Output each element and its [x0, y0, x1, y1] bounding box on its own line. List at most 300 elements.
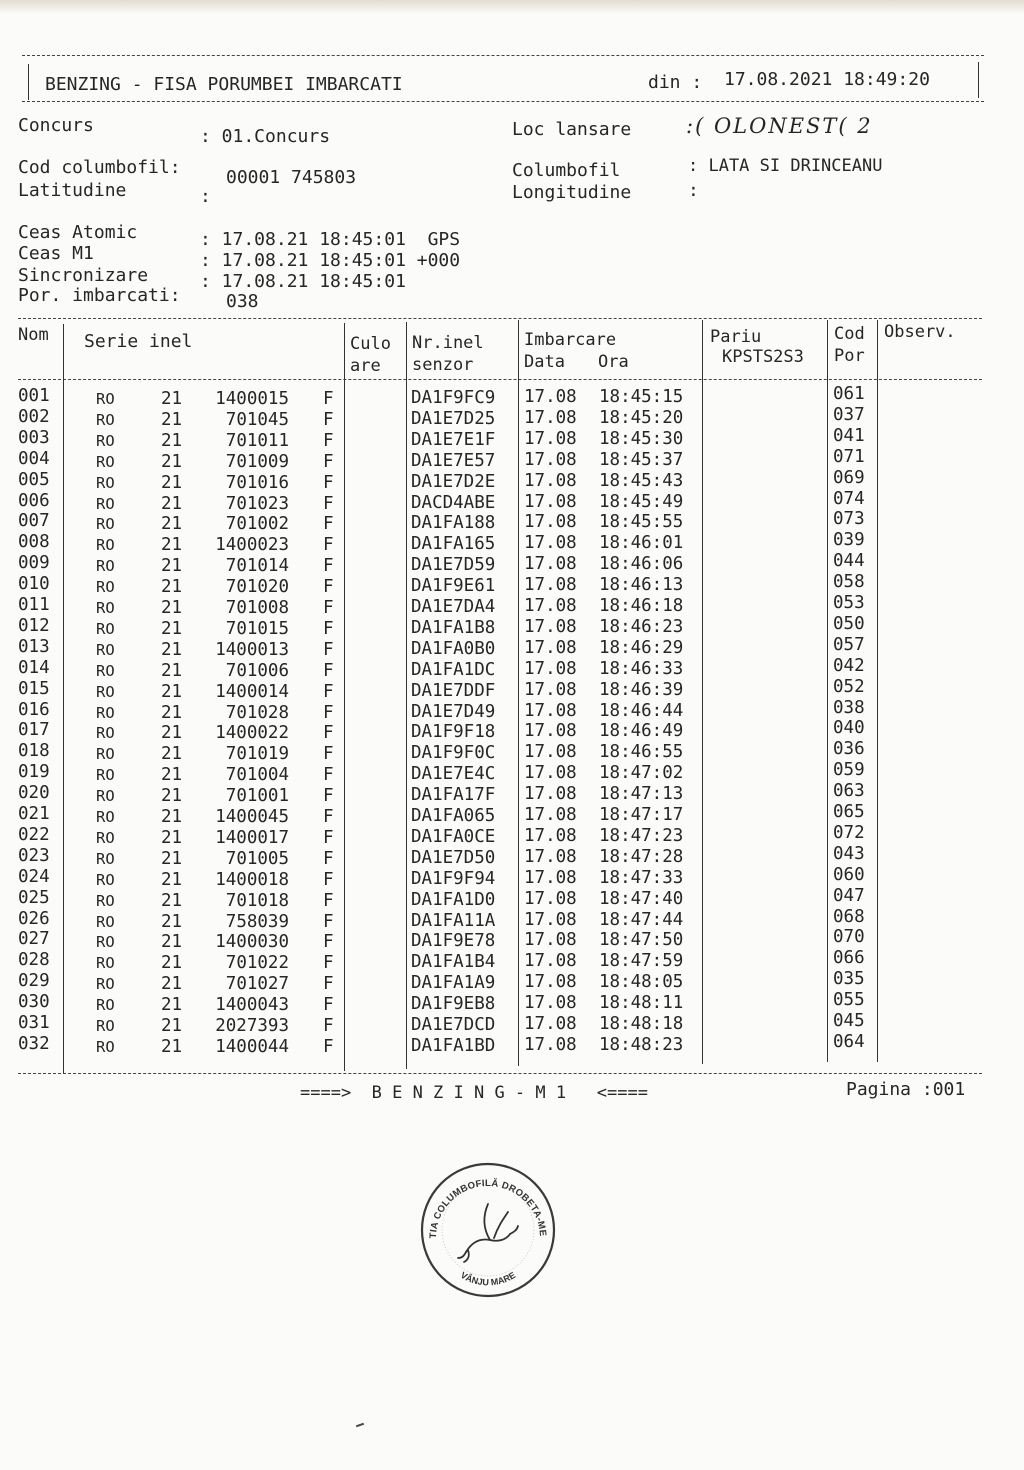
col-header-culo: Culo	[350, 334, 391, 354]
row-year: 21	[161, 577, 183, 598]
row-time: 18:46:55	[599, 742, 684, 763]
row-sensor: DA1FA17F	[411, 785, 496, 806]
table-row	[18, 885, 998, 911]
ceas-atomic-label: Ceas Atomic	[18, 222, 138, 243]
page-number: Pagina :001	[846, 1079, 966, 1100]
row-sex: F	[323, 493, 334, 514]
row-date: 17.08	[524, 637, 577, 658]
row-sex: F	[323, 660, 334, 681]
row-nom: 017	[18, 720, 50, 741]
dove-icon	[458, 1204, 518, 1262]
ink-mark	[356, 1423, 364, 1428]
row-time: 18:47:59	[599, 951, 684, 972]
row-time: 18:46:29	[599, 637, 684, 658]
columbofil-label: Columbofil	[512, 160, 621, 181]
table-row	[18, 467, 998, 493]
cod-columbofil-value: 00001 745803	[226, 167, 357, 188]
row-cod-por: 061	[833, 384, 865, 404]
row-cod-por: 035	[833, 969, 865, 990]
row-nom: 005	[18, 469, 50, 490]
por-imbarcati-label: Por. imbarcati:	[18, 285, 181, 306]
row-cod-por: 068	[833, 906, 865, 927]
table-row	[18, 613, 998, 639]
table-row	[18, 530, 998, 556]
row-time: 18:47:23	[599, 825, 684, 846]
table-row	[18, 822, 998, 848]
row-date: 17.08	[524, 805, 577, 825]
row-sensor: DA1FA188	[411, 513, 496, 534]
row-date: 17.08	[524, 658, 577, 679]
row-sex: F	[323, 744, 334, 765]
row-country: RO	[96, 849, 115, 868]
row-nom: 024	[18, 866, 50, 887]
row-sex: F	[323, 639, 334, 660]
row-year: 21	[161, 660, 183, 681]
row-date: 17.08	[524, 596, 577, 616]
table-row	[18, 509, 998, 535]
row-year: 21	[161, 430, 183, 451]
row-year: 21	[161, 618, 183, 639]
row-sensor: DACD4ABE	[411, 492, 496, 513]
footer-banner: ====> B E N Z I N G - M 1 <====	[300, 1083, 648, 1103]
col-header-nom: Nom	[18, 325, 49, 345]
por-imbarcati-value: 038	[226, 291, 259, 312]
row-year: 21	[161, 953, 183, 974]
row-nom: 014	[18, 657, 50, 678]
table-header-bottom-border	[18, 379, 982, 380]
row-ring-number: 701005	[225, 848, 289, 869]
loc-lansare-label: Loc lansare	[512, 119, 632, 140]
row-country: RO	[96, 996, 115, 1015]
row-country: RO	[96, 640, 115, 659]
row-year: 21	[161, 974, 183, 995]
header-top-border	[22, 55, 984, 56]
row-date: 17.08	[524, 679, 577, 700]
row-ring-number: 701011	[225, 430, 289, 451]
row-date: 17.08	[524, 1034, 577, 1055]
row-sensor: DA1E7D50	[411, 847, 496, 868]
table-row	[18, 595, 998, 616]
concurs-label: Concurs	[18, 115, 94, 136]
col-header-cod: Cod	[834, 324, 865, 344]
row-country: RO	[96, 766, 115, 785]
row-sensor: DA1E7E4C	[411, 764, 496, 785]
row-time: 18:47:44	[599, 909, 684, 930]
table-row	[18, 1013, 998, 1034]
row-date: 17.08	[524, 616, 577, 637]
row-time: 18:46:49	[599, 721, 684, 742]
row-nom: 006	[18, 490, 50, 511]
row-country: RO	[96, 891, 115, 910]
row-cod-por: 043	[833, 843, 865, 864]
row-cod-por: 066	[833, 948, 865, 969]
row-year: 21	[161, 681, 183, 702]
row-sex: F	[323, 409, 334, 430]
table-row	[18, 718, 998, 744]
row-cod-por: 045	[833, 1011, 865, 1031]
row-sex: F	[323, 702, 334, 723]
row-date: 17.08	[524, 888, 577, 909]
row-ring-number: 701023	[225, 493, 289, 514]
paper-edge-shadow	[0, 0, 1024, 14]
row-year: 21	[161, 451, 183, 472]
table-row	[18, 386, 998, 407]
table-row	[18, 927, 998, 953]
row-ring-number: 1400030	[215, 932, 289, 953]
row-year: 21	[161, 848, 183, 869]
row-year: 21	[161, 535, 183, 556]
row-time: 18:47:40	[599, 888, 684, 909]
row-country: RO	[96, 703, 115, 722]
longitudine-value: :	[688, 180, 699, 201]
table-row	[18, 676, 998, 702]
row-sex: F	[323, 827, 334, 848]
row-ring-number: 758039	[225, 911, 289, 932]
table-row	[18, 572, 998, 598]
row-ring-number: 701015	[225, 618, 289, 639]
row-sex: F	[323, 1036, 334, 1057]
row-nom: 031	[18, 1013, 50, 1033]
row-date: 17.08	[524, 951, 577, 972]
row-ring-number: 701001	[225, 786, 289, 807]
row-ring-number: 701016	[225, 472, 289, 493]
row-year: 21	[161, 786, 183, 807]
row-ring-number: 701008	[225, 598, 289, 618]
row-date: 17.08	[524, 387, 577, 407]
row-date: 17.08	[524, 909, 577, 930]
col-header-observ: Observ.	[884, 322, 956, 342]
stamp-graphic	[418, 1160, 558, 1300]
row-date: 17.08	[524, 721, 577, 742]
row-country: RO	[96, 828, 115, 847]
page-title: BENZING - FISA PORUMBEI IMBARCATI	[45, 74, 403, 95]
row-cod-por: 069	[833, 467, 865, 488]
row-nom: 018	[18, 741, 50, 762]
row-year: 21	[161, 744, 183, 765]
row-ring-number: 701020	[225, 577, 289, 598]
row-ring-number: 1400043	[215, 995, 289, 1016]
row-nom: 028	[18, 950, 50, 971]
row-date: 17.08	[524, 993, 577, 1014]
row-sensor: DA1FA1D0	[411, 889, 496, 910]
row-cod-por: 036	[833, 739, 865, 760]
table-row	[18, 948, 998, 974]
table-row	[18, 404, 998, 430]
row-sensor: DA1E7DA4	[411, 597, 496, 617]
table-row	[18, 760, 998, 786]
row-cod-por: 039	[833, 530, 865, 551]
row-date: 17.08	[524, 784, 577, 805]
row-cod-por: 041	[833, 425, 865, 446]
latitudine-value: :	[200, 186, 211, 207]
row-country: RO	[96, 912, 115, 931]
row-ring-number: 701028	[225, 702, 289, 723]
row-sex: F	[323, 723, 334, 744]
row-date: 17.08	[524, 512, 577, 533]
row-country: RO	[96, 536, 115, 555]
row-time: 18:45:49	[599, 491, 684, 512]
row-sensor: DA1E7E1F	[411, 429, 496, 450]
row-sensor: DA1F9E61	[411, 576, 496, 597]
row-year: 21	[161, 639, 183, 660]
row-ring-number: 1400013	[215, 639, 289, 660]
row-nom: 008	[18, 532, 50, 553]
row-cod-por: 052	[833, 676, 865, 697]
row-year: 21	[161, 409, 183, 430]
row-sex: F	[323, 577, 334, 598]
row-date: 17.08	[524, 972, 577, 993]
row-date: 17.08	[524, 700, 577, 721]
row-year: 21	[161, 556, 183, 577]
row-country: RO	[96, 599, 115, 617]
row-ring-number: 1400023	[215, 535, 289, 556]
row-year: 21	[161, 827, 183, 848]
row-country: RO	[96, 557, 115, 576]
row-sensor: DA1F9EB8	[411, 994, 496, 1015]
row-time: 18:47:33	[599, 867, 684, 888]
row-ring-number: 1400018	[215, 869, 289, 890]
row-sensor: DA1F9F18	[411, 722, 496, 743]
row-country: RO	[96, 515, 115, 534]
svg-text:ASOCIATIA COLUMBOFILĂ DROBETA-	[418, 1160, 548, 1239]
row-sensor: DA1F9F94	[411, 868, 496, 889]
table-row	[18, 804, 998, 825]
row-year: 21	[161, 911, 183, 932]
row-nom: 009	[18, 553, 50, 574]
row-time: 18:46:33	[599, 658, 684, 679]
col-header-por: Por	[834, 346, 865, 366]
row-date: 17.08	[524, 763, 577, 784]
row-country: RO	[96, 390, 115, 408]
row-sex: F	[323, 890, 334, 911]
row-year: 21	[161, 1016, 183, 1036]
row-cod-por: 059	[833, 760, 865, 781]
col-header-imbarcare: Imbarcare	[524, 330, 617, 350]
row-ring-number: 701022	[225, 953, 289, 974]
row-time: 18:48:23	[599, 1034, 684, 1055]
row-date: 17.08	[524, 554, 577, 575]
row-year: 21	[161, 598, 183, 618]
row-sex: F	[323, 974, 334, 995]
col-header-pariu: Pariu	[710, 327, 762, 347]
row-date: 17.08	[524, 491, 577, 512]
row-cod-por: 065	[833, 802, 865, 822]
row-sex: F	[323, 451, 334, 472]
row-ring-number: 1400045	[215, 807, 289, 827]
row-time: 18:45:55	[599, 512, 684, 533]
row-nom: 032	[18, 1033, 50, 1054]
row-year: 21	[161, 723, 183, 744]
row-time: 18:45:37	[599, 449, 684, 470]
row-sex: F	[323, 995, 334, 1016]
row-cod-por: 064	[833, 1031, 865, 1052]
row-sensor: DA1FA1A9	[411, 973, 496, 994]
concurs-value: : 01.Concurs	[200, 126, 331, 147]
row-sex: F	[323, 765, 334, 786]
row-cod-por: 074	[833, 488, 865, 509]
row-nom: 003	[18, 427, 50, 448]
row-sex: F	[323, 807, 334, 827]
row-sex: F	[323, 869, 334, 890]
association-stamp	[418, 1160, 558, 1300]
row-sensor: DA1FA165	[411, 534, 496, 555]
table-row	[18, 697, 998, 723]
row-nom: 010	[18, 574, 50, 595]
row-nom: 022	[18, 824, 50, 845]
ceas-atomic-value: : 17.08.21 18:45:01 GPS	[200, 229, 461, 250]
row-nom: 002	[18, 406, 50, 427]
row-sensor: DA1F9F0C	[411, 743, 496, 764]
row-sensor: DA1E7D49	[411, 701, 496, 722]
row-ring-number: 701004	[225, 765, 289, 786]
table-row	[18, 446, 998, 472]
row-date: 17.08	[524, 1014, 577, 1034]
row-country: RO	[96, 494, 115, 513]
row-sensor: DA1F9E78	[411, 931, 496, 952]
row-country: RO	[96, 724, 115, 743]
row-time: 18:46:01	[599, 533, 684, 554]
table-header-top-border	[18, 318, 982, 319]
table-row	[18, 781, 998, 807]
row-cod-por: 070	[833, 927, 865, 948]
col-header-kpsts: KPSTS2S3	[722, 347, 804, 367]
row-sensor: DA1E7D59	[411, 555, 496, 576]
table-bottom-border	[18, 1073, 982, 1074]
row-time: 18:47:28	[599, 846, 684, 867]
row-nom: 027	[18, 929, 50, 950]
row-sex: F	[323, 932, 334, 953]
table-row	[18, 551, 998, 577]
stamp-text-top: TIA COLUMBOFILĂ DROBETA-ME	[427, 1177, 549, 1239]
row-ring-number: 1400014	[215, 681, 289, 702]
longitudine-label: Longitudine	[512, 182, 632, 203]
row-year: 21	[161, 995, 183, 1016]
table-row	[18, 843, 998, 869]
row-country: RO	[96, 745, 115, 764]
row-year: 21	[161, 890, 183, 911]
row-nom: 012	[18, 615, 50, 636]
col-header-senzor: senzor	[412, 355, 474, 375]
row-country: RO	[96, 452, 115, 471]
row-date: 17.08	[524, 575, 577, 596]
row-time: 18:48:18	[599, 1014, 684, 1034]
row-country: RO	[96, 682, 115, 701]
row-year: 21	[161, 1036, 183, 1057]
row-sex: F	[323, 389, 334, 409]
col-header-data: Data	[524, 352, 565, 372]
table-row	[18, 990, 998, 1016]
row-cod-por: 057	[833, 634, 865, 655]
row-sex: F	[323, 535, 334, 556]
row-ring-number: 701019	[225, 744, 289, 765]
row-sensor: DA1FA1B8	[411, 617, 496, 638]
row-sex: F	[323, 556, 334, 577]
row-cod-por: 047	[833, 885, 865, 906]
row-nom: 004	[18, 448, 50, 469]
row-country: RO	[96, 431, 115, 450]
row-sensor: DA1FA065	[411, 806, 496, 826]
row-sex: F	[323, 848, 334, 869]
row-sex: F	[323, 598, 334, 618]
row-date: 17.08	[524, 428, 577, 449]
row-date: 17.08	[524, 930, 577, 951]
row-ring-number: 701009	[225, 451, 289, 472]
row-country: RO	[96, 808, 115, 826]
row-nom: 029	[18, 971, 50, 992]
row-cod-por: 050	[833, 613, 865, 634]
row-time: 18:47:17	[599, 805, 684, 825]
row-sensor: DA1F9FC9	[411, 388, 496, 408]
table-row	[18, 425, 998, 451]
row-nom: 023	[18, 845, 50, 866]
row-time: 18:46:23	[599, 616, 684, 637]
row-sex: F	[323, 786, 334, 807]
ceas-m1-value: : 17.08.21 18:45:01 +000	[200, 250, 461, 271]
row-sensor: DA1E7D25	[411, 408, 496, 429]
header-left-border	[28, 64, 29, 100]
row-country: RO	[96, 473, 115, 492]
row-year: 21	[161, 514, 183, 535]
row-sex: F	[323, 472, 334, 493]
row-nom: 025	[18, 887, 50, 908]
row-country: RO	[96, 1017, 115, 1035]
sincronizare-value: : 17.08.21 18:45:01	[200, 271, 406, 292]
stamp-text-bottom: VÂNJU MARE	[458, 1269, 518, 1288]
row-year: 21	[161, 702, 183, 723]
row-nom: 030	[18, 992, 50, 1013]
row-country: RO	[96, 578, 115, 597]
row-cod-por: 072	[833, 822, 865, 843]
table-row	[18, 739, 998, 765]
sincronizare-label: Sincronizare	[18, 265, 149, 286]
row-time: 18:47:02	[599, 763, 684, 784]
row-ring-number: 701002	[225, 514, 289, 535]
row-sensor: DA1FA1BD	[411, 1035, 496, 1056]
row-time: 18:46:44	[599, 700, 684, 721]
row-sensor: DA1FA0CE	[411, 826, 496, 847]
row-sex: F	[323, 514, 334, 535]
header-right-border	[978, 62, 979, 98]
row-sensor: DA1FA11A	[411, 910, 496, 931]
row-country: RO	[96, 933, 115, 952]
table-row	[18, 655, 998, 681]
row-cod-por: 040	[833, 718, 865, 739]
col-header-nr-inel: Nr.inel	[412, 333, 484, 353]
col-header-ora: Ora	[598, 352, 629, 372]
row-sensor: DA1FA1DC	[411, 659, 496, 680]
row-time: 18:46:18	[599, 596, 684, 616]
row-nom: 013	[18, 636, 50, 657]
row-nom: 026	[18, 908, 50, 929]
row-date: 17.08	[524, 825, 577, 846]
row-cod-por: 063	[833, 781, 865, 802]
row-sex: F	[323, 681, 334, 702]
row-sensor: DA1E7D2E	[411, 471, 496, 492]
row-time: 18:47:13	[599, 784, 684, 805]
row-sex: F	[323, 953, 334, 974]
row-country: RO	[96, 661, 115, 680]
row-cod-por: 042	[833, 655, 865, 676]
row-cod-por: 038	[833, 697, 865, 718]
loc-lansare-handwritten: :( OLONEST( 2	[686, 114, 873, 138]
row-nom: 021	[18, 804, 50, 824]
row-cod-por: 044	[833, 551, 865, 572]
table-row	[18, 864, 998, 890]
row-date: 17.08	[524, 867, 577, 888]
row-time: 18:45:30	[599, 428, 684, 449]
row-time: 18:46:13	[599, 575, 684, 596]
row-sensor: DA1E7DCD	[411, 1015, 496, 1035]
